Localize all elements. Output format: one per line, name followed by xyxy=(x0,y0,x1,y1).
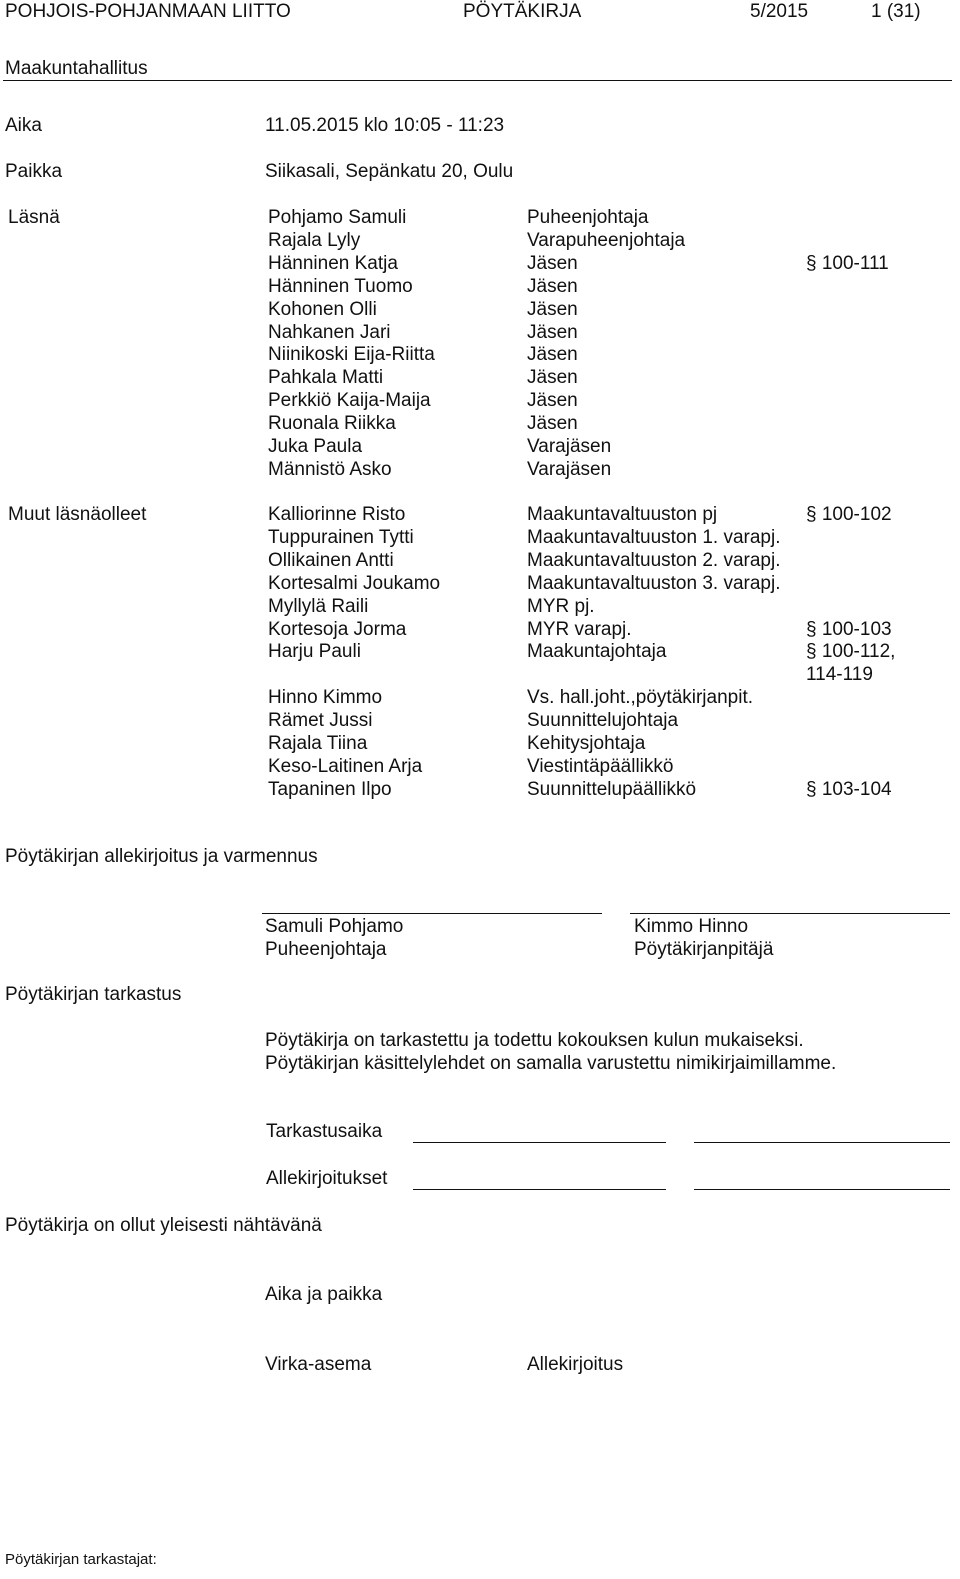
review-text-2: Pöytäkirjan käsittelylehdet on samalla varustettu nimikirjaimillamme. xyxy=(265,1053,837,1074)
member-role: Suunnittelujohtaja xyxy=(527,710,679,732)
member-name: Ruonala Riikka xyxy=(268,413,396,435)
reviewers-label: Pöytäkirjan tarkastajat: xyxy=(5,1551,157,1568)
member-role: Maakuntajohtaja xyxy=(527,641,667,663)
member-role: Viestintäpäällikkö xyxy=(527,755,674,777)
signer1-title: Puheenjohtaja xyxy=(265,939,387,960)
member-section-note: § 100-111 xyxy=(806,252,889,274)
review-time-line-2[interactable] xyxy=(694,1142,950,1143)
review-time-line-1[interactable] xyxy=(413,1142,666,1143)
others-label: Muut läsnäolleet xyxy=(8,504,147,525)
member-name: Rämet Jussi xyxy=(268,710,373,732)
page-number: 1 (31) xyxy=(871,1,921,22)
member-name: Männistö Asko xyxy=(268,458,392,480)
org-name: POHJOIS-POHJANMAAN LIITTO xyxy=(5,1,291,22)
member-name: Ollikainen Antti xyxy=(268,549,394,571)
member-role: Jäsen xyxy=(527,367,578,389)
member-role: Varajäsen xyxy=(527,458,612,480)
member-name: Harju Pauli xyxy=(268,641,361,663)
member-role: Varapuheenjohtaja xyxy=(527,229,686,251)
signer2-name: Kimmo Hinno xyxy=(634,916,749,937)
member-role: Jäsen xyxy=(527,344,578,366)
member-role: Maakuntavaltuuston 2. varapj. xyxy=(527,549,781,571)
member-name: Hinno Kimmo xyxy=(268,687,383,709)
present-label: Läsnä xyxy=(8,207,60,228)
member-role: MYR varapj. xyxy=(527,618,632,640)
member-role: Vs. hall.joht.,pöytäkirjanpit. xyxy=(527,687,754,709)
member-name: Rajala Tiina xyxy=(268,733,368,754)
document-type: PÖYTÄKIRJA xyxy=(463,1,582,22)
member-section-note: § 103-104 xyxy=(806,778,892,800)
review-text-1: Pöytäkirja on tarkastettu ja todettu kokouksen kulun mukaiseksi. xyxy=(265,1030,804,1051)
member-name: Rajala Lyly xyxy=(268,229,361,251)
member-role: Jäsen xyxy=(527,298,578,320)
member-name: Kohonen Olli xyxy=(268,298,377,320)
member-role: MYR pj. xyxy=(527,595,595,617)
member-name: Kalliorinne Risto xyxy=(268,504,406,525)
review-section-label: Pöytäkirjan tarkastus xyxy=(5,984,182,1005)
signer2-title: Pöytäkirjanpitäjä xyxy=(634,939,774,960)
member-section-note-cont: 114-119 xyxy=(806,664,873,686)
member-name: Tapaninen Ilpo xyxy=(268,778,392,800)
member-name: Kortesoja Jorma xyxy=(268,618,407,640)
member-name: Pohjamo Samuli xyxy=(268,207,407,228)
member-name: Kortesalmi Joukamo xyxy=(268,572,441,594)
header-rule xyxy=(3,80,952,81)
review-time-label: Tarkastusaika xyxy=(266,1121,383,1142)
review-signature-line-1[interactable] xyxy=(413,1189,666,1190)
review-signature-line-2[interactable] xyxy=(694,1189,950,1190)
document-number: 5/2015 xyxy=(750,1,809,22)
signature-line-2[interactable] xyxy=(630,913,950,914)
body-name: Maakuntahallitus xyxy=(5,58,148,79)
member-role: Jäsen xyxy=(527,390,578,412)
signature-section-label: Pöytäkirjan allekirjoitus ja varmennus xyxy=(5,846,318,867)
member-section-note: § 100-112, xyxy=(806,641,896,663)
member-role: Jäsen xyxy=(527,252,578,274)
review-signatures-label: Allekirjoitukset xyxy=(266,1168,388,1189)
member-role: Puheenjohtaja xyxy=(527,207,649,228)
member-role: Jäsen xyxy=(527,413,578,435)
place-label: Paikka xyxy=(5,161,63,182)
member-name: Hänninen Katja xyxy=(268,252,398,274)
member-name: Pahkala Matti xyxy=(268,367,384,389)
member-name: Perkkiö Kaija-Maija xyxy=(268,390,431,412)
public-time-place-label: Aika ja paikka xyxy=(265,1284,383,1305)
public-signature-label: Allekirjoitus xyxy=(527,1354,624,1375)
time-label: Aika xyxy=(5,115,42,136)
member-role: Jäsen xyxy=(527,275,578,297)
place-value: Siikasali, Sepänkatu 20, Oulu xyxy=(265,161,514,182)
member-role: Varajäsen xyxy=(527,436,612,457)
member-role: Suunnittelupäällikkö xyxy=(527,778,697,800)
signature-line-1[interactable] xyxy=(262,913,602,914)
member-name: Niinikoski Eija-Riitta xyxy=(268,344,435,366)
member-section-note: § 100-102 xyxy=(806,504,892,525)
member-role: Maakuntavaltuuston pj xyxy=(527,504,718,525)
member-name: Myllylä Raili xyxy=(268,595,369,617)
member-name: Keso-Laitinen Arja xyxy=(268,755,423,777)
member-role: Maakuntavaltuuston 3. varapj. xyxy=(527,572,781,594)
member-name: Nahkanen Jari xyxy=(268,321,391,343)
member-role: Kehitysjohtaja xyxy=(527,733,646,754)
member-role: Maakuntavaltuuston 1. varapj. xyxy=(527,526,781,548)
member-role: Jäsen xyxy=(527,321,578,343)
time-value: 11.05.2015 klo 10:05 - 11:23 xyxy=(265,115,505,136)
signer1-name: Samuli Pohjamo xyxy=(265,916,404,937)
member-name: Tuppurainen Tytti xyxy=(268,526,414,548)
member-name: Juka Paula xyxy=(268,436,363,457)
member-name: Hänninen Tuomo xyxy=(268,275,413,297)
public-section-label: Pöytäkirja on ollut yleisesti nähtävänä xyxy=(5,1215,322,1236)
member-section-note: § 100-103 xyxy=(806,618,892,640)
public-position-label: Virka-asema xyxy=(265,1354,372,1375)
